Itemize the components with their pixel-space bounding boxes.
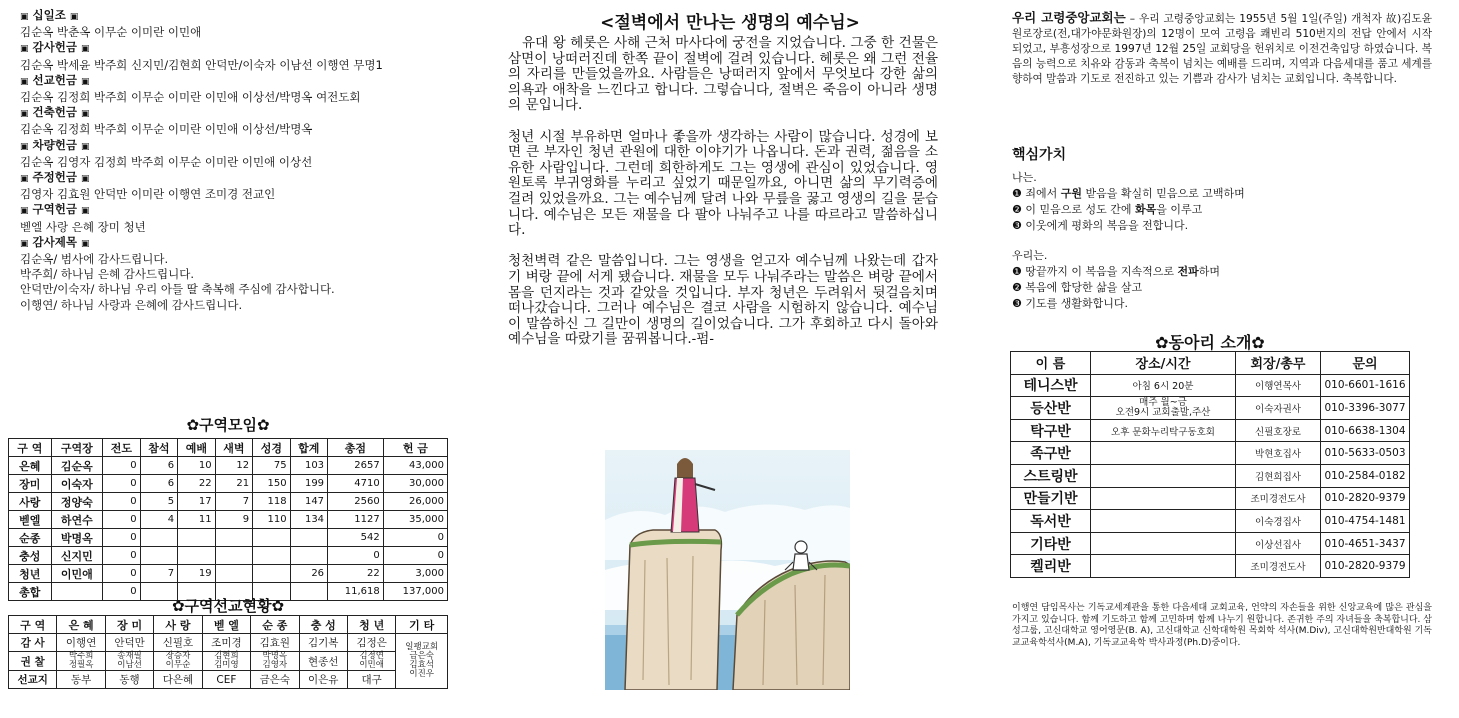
table-cell: 12 <box>215 457 252 475</box>
offering-marker: ▣ <box>20 44 29 55</box>
table-cell: 4710 <box>328 475 384 493</box>
column-header: 기 타 <box>396 616 448 634</box>
table-row <box>1011 532 1410 555</box>
core-values <box>1012 170 1432 312</box>
table-cell: 22 <box>328 565 384 583</box>
table-cell: 010-4754-1481 <box>1321 510 1410 533</box>
table-cell: 하연수 <box>51 511 103 529</box>
offering-marker: ▣ <box>20 12 29 22</box>
offering-line: 김순옥 김정희 박주희 이무순 이미란 이민애 이상선/박명옥 <box>20 122 313 137</box>
column-header: 새벽 <box>215 439 252 457</box>
table-cell: 조미경전도사 <box>1236 487 1321 510</box>
table-cell: 김현희 김미영 <box>202 652 250 671</box>
sermon-title: <절벽에서 만나는 생명의 예수님> <box>600 13 860 33</box>
table-row <box>9 634 448 652</box>
column-header: 순 종 <box>251 616 299 634</box>
table-cell: 010-4651-3437 <box>1321 532 1410 555</box>
core-value-item <box>1012 280 1432 296</box>
table-cell: 1127 <box>328 511 384 529</box>
column-header: 전도 <box>103 439 140 457</box>
table-cell: 0 <box>103 565 140 583</box>
table-cell: 147 <box>290 493 327 511</box>
table-cell: 조미경전도사 <box>1236 555 1321 578</box>
club-name: 독서반 <box>1011 510 1091 533</box>
offerings-section <box>20 8 450 313</box>
offering-marker: ▣ <box>69 12 79 22</box>
core-value-item <box>1012 218 1432 234</box>
table-cell <box>215 529 252 547</box>
offering-line: 벧엘 사랑 은혜 장미 청년 <box>20 219 146 234</box>
table-cell: 199 <box>290 475 327 493</box>
offering-marker: ▣ <box>80 109 90 120</box>
core-value-number: ❸ <box>1012 219 1022 232</box>
offering-marker: ▣ <box>80 238 90 249</box>
table-cell: 19 <box>178 565 215 583</box>
table-cell: 김정연 이민애 <box>347 652 395 671</box>
offering-line: 박주희/ 하나님 은혜 감사드립니다. <box>20 267 195 282</box>
table-cell: 75 <box>253 457 290 475</box>
table-cell: 7 <box>215 493 252 511</box>
table-row <box>9 652 448 671</box>
column-header: 충 성 <box>299 616 347 634</box>
table-row <box>1011 487 1410 510</box>
table-cell: 이상선집사 <box>1236 532 1321 555</box>
table-cell: 26 <box>290 565 327 583</box>
offering-title: 주정헌금 <box>32 170 77 185</box>
core-value-text: 죄에서 <box>1021 187 1061 200</box>
table-cell: 이행연 <box>57 634 105 652</box>
table-cell: 은혜 <box>9 457 52 475</box>
table-cell: 김순옥 <box>51 457 103 475</box>
table-cell: 장미 <box>9 475 52 493</box>
table-row <box>9 671 448 689</box>
offering-title: 차량헌금 <box>32 137 77 152</box>
table-cell <box>178 547 215 565</box>
table-cell: 5 <box>140 493 177 511</box>
table-cell: 정양숙 <box>51 493 103 511</box>
offering-marker: ▣ <box>20 141 29 152</box>
table-cell <box>178 529 215 547</box>
table-cell <box>253 529 290 547</box>
offering-heading <box>20 202 450 219</box>
offering-marker: ▣ <box>80 206 90 217</box>
table-cell: 2560 <box>328 493 384 511</box>
column-header: 은 혜 <box>57 616 105 634</box>
offering-heading <box>20 235 450 252</box>
table-cell: 사랑 <box>9 493 52 511</box>
table-row <box>1011 397 1410 420</box>
sermon-paragraph: 청천벽력 같은 말씀입니다. 그는 영생을 얻고자 예수님께 나왔는데 갑자기 벼랑 끝에 서게 됐습니다. 재물을 모두 나눠주라는 말씀은 벼랑 끝에서 몸을 던지라는 것과 같았을 것입니다. 부자 청년은 두려워서 뒷걸음치며 떠나갔습니다. 그러나 예수님은 결코 사람을 시험하지 않습니다. 예수님이 말씀하신 그 길만이 생명의 길이었습니다. 그가 후회하고 다시 돌아와 예수님을 따랐기를 꿈꿔봅니다.-펌- <box>508 253 938 348</box>
club-name: 족구반 <box>1011 442 1091 465</box>
table-cell: 6 <box>140 475 177 493</box>
core-value-item <box>1012 186 1432 202</box>
table-cell: 신필호 <box>154 634 202 652</box>
table-cell <box>253 565 290 583</box>
table-cell: 0 <box>103 583 140 601</box>
table-cell: 벧엘 <box>9 511 52 529</box>
table-cell <box>1091 555 1236 578</box>
table-cell <box>1091 442 1236 465</box>
table-cell: 9 <box>215 511 252 529</box>
offering-marker: ▣ <box>80 76 90 87</box>
table-cell: 박주희 정필옥 <box>57 652 105 671</box>
table-cell: 금은숙 <box>251 671 299 689</box>
table-row <box>1011 510 1410 533</box>
table-cell: 010-2820-9379 <box>1321 487 1410 510</box>
table-cell: 134 <box>290 511 327 529</box>
table-cell: 0 <box>328 547 384 565</box>
table-cell: 118 <box>253 493 290 511</box>
sermon-paragraph: 유대 왕 헤롯은 사해 근처 마사다에 궁전을 지었습니다. 그중 한 건물은 삼면이 낭떠러진데 한쪽 끝이 절벽에 걸려 있습니다. 헤롯은 왜 그런 전율의 자리를 만들었을까요. 사람들은 낭떠러지 앞에서 무엇보다 강한 삶의 의욕과 애착을 느낀다고 합니다. 그렇습니다, 절벽은 죽음이 아니라 생명의 문입니다. <box>508 35 938 114</box>
clubs-title: ✿동아리 소개✿ <box>1155 333 1265 352</box>
district-meeting-title: ✿구역모임✿ <box>186 416 270 434</box>
offering-line: 김순옥 김영자 김정희 박주희 이무순 이미란 이민애 이상선 <box>20 154 313 169</box>
offering-line: 김순옥/ 범사에 감사드립니다. <box>20 252 169 267</box>
table-cell: 26,000 <box>383 493 447 511</box>
table-cell: 박현호집사 <box>1236 442 1321 465</box>
table-cell: 010-6601-1616 <box>1321 374 1410 397</box>
club-name: 기타반 <box>1011 532 1091 555</box>
table-cell: 010-5633-0503 <box>1321 442 1410 465</box>
table-cell: 김효원 <box>251 634 299 652</box>
core-value-number: ❶ <box>1012 187 1022 200</box>
table-cell: 10 <box>178 457 215 475</box>
table-cell: 103 <box>290 457 327 475</box>
table-cell: 장승자 이무순 <box>154 652 202 671</box>
table-cell: 43,000 <box>383 457 447 475</box>
table-cell <box>1091 532 1236 555</box>
cliff-illustration <box>605 450 850 690</box>
club-name: 스트링반 <box>1011 464 1091 487</box>
core-group-head: 우리는. <box>1012 249 1048 262</box>
club-name: 켈리반 <box>1011 555 1091 578</box>
club-name: 탁구반 <box>1011 419 1091 442</box>
table-cell: 11,618 <box>328 583 384 601</box>
church-intro-text: – 우리 고령중앙교회는 1955년 5월 1일(주일) 개척자 故)김도윤원로장로(전,대가야문화원장)의 12명이 모여 고령읍 쾌빈리 510번지의 전답 안에서 시작되었고, 부흥성장으로 1997년 12월 25일 교회당을 헌위치로 이전건축입당 하였습니다. 복음의 능력으로 치유와 감동과 축복이 넘치는 예배를 드리며, 지역과 다음세대를 품고 세계를 향하여 말씀과 기도로 전진하고 있는 기쁨과 감사가 넘치는 교회입니다. 축복합니다. <box>1012 13 1433 85</box>
core-value-item <box>1012 202 1432 218</box>
table-cell <box>1091 510 1236 533</box>
table-row <box>9 511 448 529</box>
table-cell <box>290 547 327 565</box>
table-cell: 7 <box>140 565 177 583</box>
table-cell: 0 <box>103 547 140 565</box>
offering-marker: ▣ <box>20 206 29 217</box>
table-cell: 청년 <box>9 565 52 583</box>
district-mission-table <box>8 615 448 689</box>
core-value-number: ❸ <box>1012 297 1022 310</box>
table-cell: 137,000 <box>383 583 447 601</box>
sermon-paragraph: 청년 시절 부유하면 얼마나 좋을까 생각하는 사람이 많습니다. 성경에 보면 큰 부자인 청년 관원에 대한 이야기가 나옵니다. 돈과 권력, 젊음을 소유한 사람입니다. 그런데 희한하게도 그는 영생에 관심이 있었습니다. 영원토록 부귀영화를 누리고 싶었기 때문일까요, 아니면 삶의 무기력증에 걸려 있었을까요. 그는 예수님께 달려 나와 무릎을 꿇고 영생의 길을 묻습니다. 예수님은 모든 재물을 다 팔아 나눠주고 나를 따르라고 말씀하십니다. <box>508 128 938 239</box>
table-row <box>1011 555 1410 578</box>
table-row <box>9 457 448 475</box>
column-header: 참석 <box>140 439 177 457</box>
table-cell: 010-2820-9379 <box>1321 555 1410 578</box>
core-value-number: ❷ <box>1012 281 1022 294</box>
offering-title: 감사헌금 <box>32 40 77 55</box>
core-value-item <box>1012 296 1432 312</box>
table-cell: 총합 <box>9 583 52 601</box>
offering-title: 선교헌금 <box>32 72 77 87</box>
pastor-bio: 이행연 담임목사는 기독교세계관을 통한 다음세대 교회교육, 언약의 자손들을 위한 신앙교육에 많은 관심을 가지고 있습니다. 함께 기도하고 함께 고민하며 함께 나누기 원합니다. 존귀한 주의 자녀들을 축복합니다. 삼성그룹, 고신대학교 영어영문(B. A), 고신대학교 신학대학원 목회학 석사(M.Div), 고신대학원반대학원 기독교교육학석사(M.A), 기독교교육학 박사과정(Ph.D)중이다. <box>1012 603 1432 648</box>
table-cell: 현종선 <box>299 652 347 671</box>
club-name: 테니스반 <box>1011 374 1091 397</box>
table-cell: 6 <box>140 457 177 475</box>
core-value-text: 이 믿음으로 성도 간에 <box>1021 203 1135 216</box>
table-cell: 조미경 <box>202 634 250 652</box>
table-cell: 010-2584-0182 <box>1321 464 1410 487</box>
table-row <box>9 565 448 583</box>
row-label: 권 찰 <box>9 652 57 671</box>
table-cell: 송재필 이남선 <box>105 652 153 671</box>
table-cell: 150 <box>253 475 290 493</box>
table-cell: 0 <box>103 493 140 511</box>
table-row <box>9 529 448 547</box>
offering-title: 십일조 <box>32 8 66 22</box>
table-row <box>1011 374 1410 397</box>
table-cell: 2657 <box>328 457 384 475</box>
table-cell: 0 <box>103 457 140 475</box>
column-header: 총점 <box>328 439 384 457</box>
table-cell: 11 <box>178 511 215 529</box>
offering-marker: ▣ <box>20 238 29 249</box>
etc-cell: 일팽교회 금은숙 김효석 이진우 <box>396 634 448 689</box>
offering-marker: ▣ <box>20 109 29 120</box>
offering-line: 안덕만/이숙자/ 하나님 우리 아들 딸 축복해 주심에 감사합니다. <box>20 282 335 297</box>
offering-title: 건축헌금 <box>32 105 77 120</box>
offering-line: 김순옥 김정희 박주희 이무순 이미란 이민애 이상선/박명옥 여전도회 <box>20 90 361 105</box>
column-header: 장 미 <box>105 616 153 634</box>
table-row <box>9 547 448 565</box>
table-cell: 110 <box>253 511 290 529</box>
offering-marker: ▣ <box>20 76 29 87</box>
table-cell: 대구 <box>347 671 395 689</box>
table-row <box>1011 442 1410 465</box>
core-group-head: 나는. <box>1012 171 1037 184</box>
column-header: 장소/시간 <box>1091 352 1236 375</box>
table-cell: 0 <box>103 529 140 547</box>
table-cell <box>290 529 327 547</box>
table-cell <box>1091 487 1236 510</box>
offering-heading <box>20 105 450 122</box>
table-cell: 22 <box>178 475 215 493</box>
offering-heading <box>20 138 450 155</box>
table-cell: 오후 문화누리탁구동호회 <box>1091 419 1236 442</box>
core-value-text: 기도를 생활화합니다. <box>1021 297 1128 310</box>
table-cell: 동행 <box>105 671 153 689</box>
table-cell: 박명옥 김영자 <box>251 652 299 671</box>
column-header: 사 랑 <box>154 616 202 634</box>
table-cell: 이숙자권사 <box>1236 397 1321 420</box>
table-row <box>1011 464 1410 487</box>
offering-line: 이행연/ 하나님 사랑과 은혜에 감사드립니다. <box>20 297 243 312</box>
table-cell <box>215 547 252 565</box>
offering-title: 구역헌금 <box>32 202 77 217</box>
column-header: 합계 <box>290 439 327 457</box>
offering-heading <box>20 40 450 57</box>
offering-heading <box>20 8 450 25</box>
offering-marker: ▣ <box>80 174 90 185</box>
column-header: 구 역 <box>9 439 52 457</box>
table-cell: 0 <box>103 511 140 529</box>
column-header: 성경 <box>253 439 290 457</box>
table-cell: 이은유 <box>299 671 347 689</box>
column-header: 이 름 <box>1011 352 1091 375</box>
table-cell: 이숙경집사 <box>1236 510 1321 533</box>
church-intro-name: 우리 고령중앙교회는 <box>1012 10 1126 25</box>
core-value-text: 을 이루고 <box>1156 203 1203 216</box>
table-cell: 0 <box>103 475 140 493</box>
offering-heading <box>20 73 450 90</box>
offering-marker: ▣ <box>20 174 29 185</box>
district-mission-title: ✿구역선교현황✿ <box>171 597 285 615</box>
table-cell: 신지민 <box>51 547 103 565</box>
table-cell: 21 <box>215 475 252 493</box>
table-cell: 순종 <box>9 529 52 547</box>
core-values-title: 핵심가치 <box>1012 147 1067 163</box>
table-cell: 0 <box>383 547 447 565</box>
column-header: 문의 <box>1321 352 1410 375</box>
row-label: 감 사 <box>9 634 57 652</box>
table-cell: 신필호장로 <box>1236 419 1321 442</box>
core-value-keyword: 전파 <box>1177 265 1199 278</box>
core-value-text: 복음에 합당한 삶을 살고 <box>1021 281 1143 294</box>
core-value-keyword: 구원 <box>1060 187 1083 200</box>
column-header: 회장/총무 <box>1236 352 1321 375</box>
table-cell: 동부 <box>57 671 105 689</box>
column-header: 청 년 <box>347 616 395 634</box>
table-cell: 충성 <box>9 547 52 565</box>
table-cell: 010-6638-1304 <box>1321 419 1410 442</box>
core-value-text: 받음을 확실히 믿음으로 고백하며 <box>1082 187 1245 200</box>
table-cell <box>253 547 290 565</box>
table-cell: 이민애 <box>51 565 103 583</box>
table-cell: 매주 월~금 오전9시 교회출발,주산 <box>1091 397 1236 420</box>
row-label: 선교지 <box>9 671 57 689</box>
core-value-number: ❷ <box>1012 203 1022 216</box>
table-cell: 3,000 <box>383 565 447 583</box>
offering-line: 김순옥 박춘옥 이무순 이미란 이민애 <box>20 25 202 40</box>
column-header: 벧 엘 <box>202 616 250 634</box>
offering-marker: ▣ <box>80 141 90 152</box>
table-cell: 0 <box>383 529 447 547</box>
core-value-number: ❶ <box>1012 265 1022 278</box>
table-cell: CEF <box>202 671 250 689</box>
table-cell: 안덕만 <box>105 634 153 652</box>
table-cell: 김기복 <box>299 634 347 652</box>
core-value-text: 하며 <box>1198 265 1221 278</box>
table-cell <box>1091 464 1236 487</box>
table-row <box>1011 419 1410 442</box>
offering-marker: ▣ <box>80 44 90 55</box>
column-header: 구 역 <box>9 616 57 634</box>
clubs-table <box>1010 351 1410 578</box>
sermon-body <box>508 36 938 363</box>
table-cell: 김현희집사 <box>1236 464 1321 487</box>
table-cell <box>140 529 177 547</box>
table-cell: 다은혜 <box>154 671 202 689</box>
offering-line: 김순옥 박세윤 박주희 신지민/김현희 안덕만/이숙자 이남선 이행연 무명1 <box>20 57 383 72</box>
offering-title: 감사제목 <box>32 234 77 249</box>
column-header: 구역장 <box>51 439 103 457</box>
table-row <box>9 493 448 511</box>
table-cell: 17 <box>178 493 215 511</box>
table-cell: 30,000 <box>383 475 447 493</box>
column-header: 예배 <box>178 439 215 457</box>
core-value-keyword: 화목 <box>1135 203 1157 216</box>
district-meeting-table <box>8 438 448 601</box>
table-cell: 이숙자 <box>51 475 103 493</box>
table-cell <box>215 565 252 583</box>
core-value-text: 땅끝까지 이 복음을 지속적으로 <box>1021 265 1178 278</box>
table-cell: 010-3396-3077 <box>1321 397 1410 420</box>
core-value-text: 이웃에게 평화의 복음을 전합니다. <box>1021 219 1189 232</box>
table-cell: 4 <box>140 511 177 529</box>
table-cell: 아침 6시 20분 <box>1091 374 1236 397</box>
table-cell: 박명옥 <box>51 529 103 547</box>
offering-heading <box>20 170 450 187</box>
table-cell: 김정은 <box>347 634 395 652</box>
table-cell: 542 <box>328 529 384 547</box>
column-header: 헌 금 <box>383 439 447 457</box>
church-intro <box>1012 10 1432 87</box>
club-name: 등산반 <box>1011 397 1091 420</box>
table-cell <box>140 547 177 565</box>
offering-line: 김영자 김효원 안덕만 이미란 이행연 조미경 전교인 <box>20 187 276 202</box>
table-row <box>9 475 448 493</box>
table-cell: 35,000 <box>383 511 447 529</box>
core-value-item <box>1012 264 1432 280</box>
spacer <box>1012 234 1432 248</box>
club-name: 만들기반 <box>1011 487 1091 510</box>
table-cell: 이행연목사 <box>1236 374 1321 397</box>
